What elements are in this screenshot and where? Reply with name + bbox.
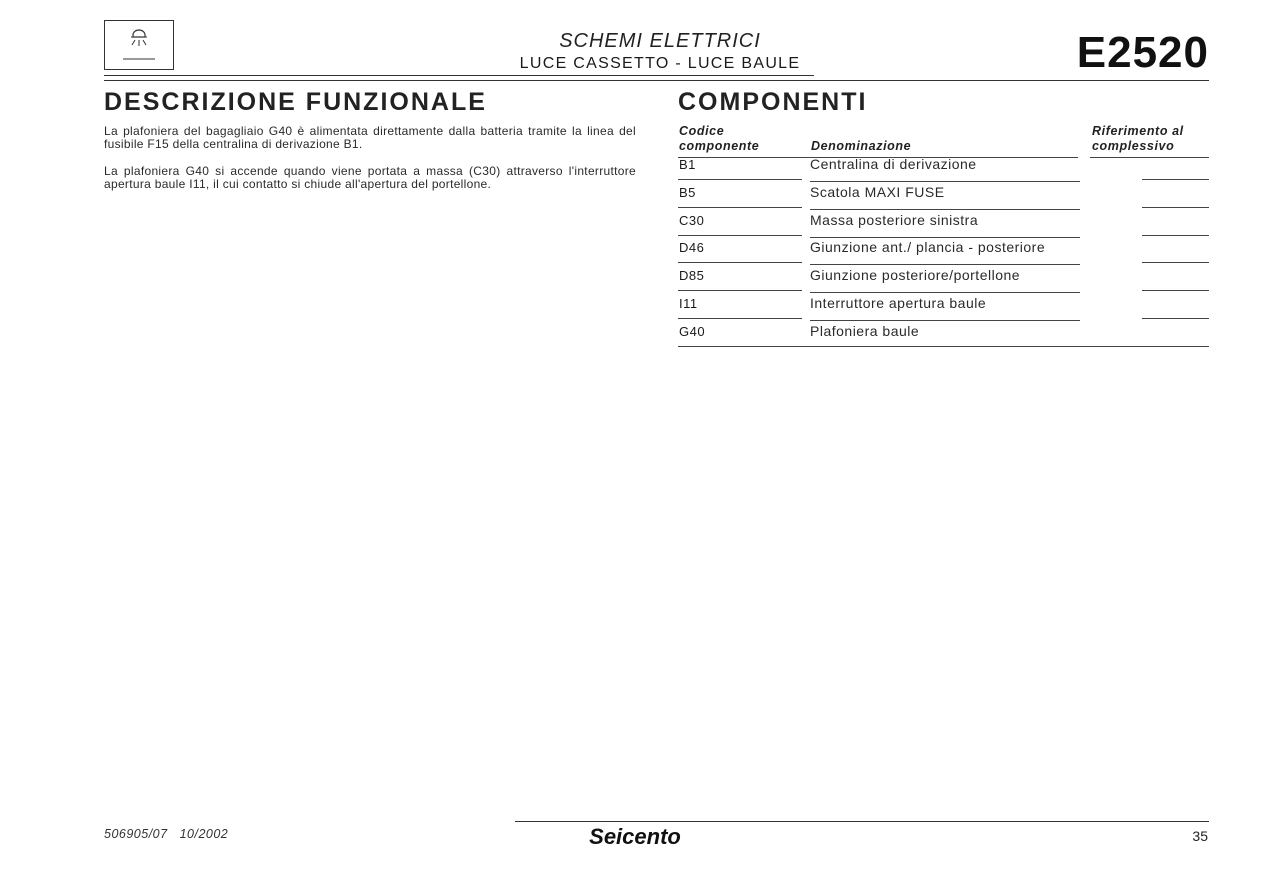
row-divider <box>810 237 1080 238</box>
brand-logo: Seicento <box>589 824 681 849</box>
header-ref-line2: complessivo <box>1092 139 1175 153</box>
dome-light-icon <box>104 20 174 70</box>
page-number: 35 <box>1192 828 1208 844</box>
row-divider <box>810 181 1080 182</box>
row-divider <box>678 346 1209 347</box>
row-divider <box>810 209 1080 210</box>
header-code-line1: Codice <box>679 124 725 138</box>
component-name: Interruttore apertura baule <box>810 295 987 311</box>
component-name: Centralina di derivazione <box>810 156 977 172</box>
header-name: Denominazione <box>811 139 912 153</box>
doc-date: 10/2002 <box>179 827 229 841</box>
row-divider <box>1142 207 1209 208</box>
row-divider <box>1142 262 1209 263</box>
diagram-code: E2520 <box>1076 28 1209 77</box>
component-code: D85 <box>679 268 705 284</box>
row-divider <box>678 235 802 236</box>
component-code: D46 <box>679 240 705 256</box>
component-name: Scatola MAXI FUSE <box>810 183 945 200</box>
component-code: B1 <box>679 157 696 172</box>
row-divider <box>810 292 1080 293</box>
row-divider <box>678 179 802 180</box>
row-divider <box>678 290 802 291</box>
row-divider <box>1142 290 1209 291</box>
doc-number: 506905/07 <box>104 827 168 841</box>
component-name: Plafoniera baule <box>810 322 920 339</box>
row-divider <box>678 318 802 319</box>
component-code: I11 <box>679 296 698 311</box>
row-divider <box>678 262 802 263</box>
footer-doc-info <box>104 827 228 841</box>
component-code: B5 <box>679 184 696 200</box>
header-ref-line1: Riferimento al <box>1092 124 1184 138</box>
header-code <box>679 124 759 154</box>
header-code-line2: componente <box>679 139 760 153</box>
section-title-componenti: COMPONENTI <box>678 88 868 116</box>
component-name: Giunzione ant./ plancia - posteriore <box>810 239 1046 256</box>
footer-rule <box>515 821 1209 822</box>
header-rule-left <box>104 75 814 76</box>
header-ref <box>1092 124 1184 154</box>
component-name: Giunzione posteriore/portellone <box>810 267 1021 284</box>
header-rule <box>104 80 1209 81</box>
component-code: G40 <box>679 323 706 339</box>
document-subtitle: LUCE CASSETTO - LUCE BAULE <box>519 55 801 72</box>
row-divider <box>810 320 1080 321</box>
paragraph-1: La plafoniera del bagagliaio G40 è alimentata direttamente dalla batteria tramite la linea del fusibile F15 della centralina di derivazione B1. <box>104 124 636 151</box>
document-title: SCHEMI ELETTRICI <box>559 30 761 52</box>
row-divider <box>810 264 1080 265</box>
component-name: Massa posteriore sinistra <box>810 211 979 228</box>
table-header-rule-ref <box>1090 157 1209 158</box>
section-title-descrizione: DESCRIZIONE FUNZIONALE <box>104 88 487 116</box>
paragraph-2: La plafoniera G40 si accende quando viene portata a massa (C30) attraverso l'interruttore apertura baule I11, il cui contatto si chiude all'apertura del portellone. <box>104 164 636 191</box>
row-divider <box>1142 318 1209 319</box>
component-code: C30 <box>679 212 705 228</box>
row-divider <box>1142 235 1209 236</box>
row-divider <box>678 207 802 208</box>
row-divider <box>1142 179 1209 180</box>
